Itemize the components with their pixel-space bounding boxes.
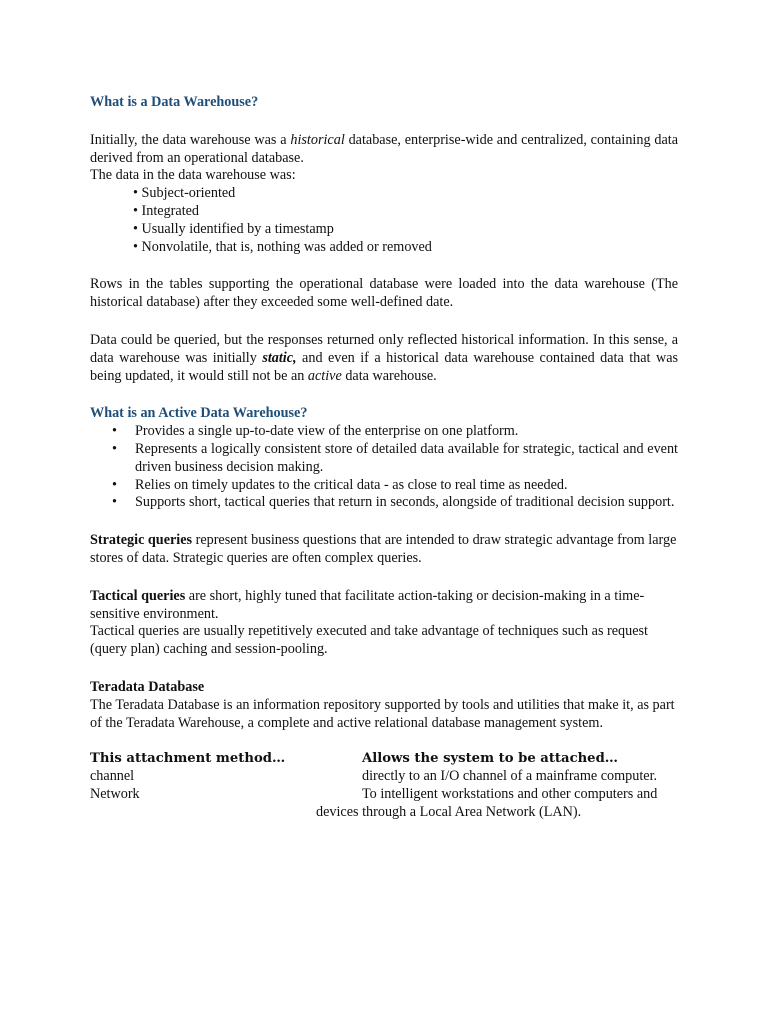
static-text-3: data warehouse. [341,367,437,384]
list-item-text: Provides a single up-to-date view of the enterprise on one platform. [135,423,519,440]
list-item: • Usually identified by a timestamp [133,221,678,239]
table-row [90,768,678,786]
heading-active-data-warehouse: What is an Active Data Warehouse? [90,405,308,422]
list-item [90,441,678,477]
table-cell-method: channel [90,768,135,785]
table-row [90,786,678,804]
intro-emphasis-historical: historical [290,131,345,148]
column-header-method: This attachment method… [90,751,286,767]
tactical-queries-text: are short, highly tuned that facilitate action-taking or decision-making in a time-sensitive environment. [90,587,645,622]
list-item [90,494,678,512]
static-paragraph [90,332,678,385]
list-item-text: Represents a logically consistent store of detailed data available for strategic, tactical and event driven business decision making. [135,440,678,475]
teradata-paragraph: The Teradata Database is an information repository supported by tools and utilities that make it, as part of the Teradata Warehouse, a complete and active relational database management system. [90,696,675,731]
table-cell-method: Network [90,785,140,802]
teradata-heading: Teradata Database [90,678,205,695]
list-item: • Subject-oriented [133,185,678,203]
tactical-queries-paragraph-2: Tactical queries are usually repetitively executed and take advantage of techniques such as request (query plan) caching and session-pooling. [90,623,648,658]
rows-paragraph: Rows in the tables supporting the operational database were loaded into the data warehouse (The historical database) after they exceeded some well-defined date. [90,276,678,311]
bullet-icon: • [112,494,117,511]
warehouse-traits-list [90,185,678,256]
static-text-2: and even if a historical data warehouse contained data that was being updated, it would still not be an [90,349,679,384]
table-cell-desc: To intelligent workstations and other computers and [362,785,658,802]
list-item: • Nonvolatile, that is, nothing was added or removed [133,239,678,257]
heading-data-warehouse: What is a Data Warehouse? [90,94,259,110]
table-cell-continuation: devices through a Local Area Network (LAN). [316,803,582,820]
intro-text-2: database, enterprise-wide and centralized, containing data derived from an operational database. [90,131,678,166]
bullet-icon: • [112,423,117,440]
intro-line-2: The data in the data warehouse was: [90,167,296,184]
strategic-queries-paragraph [90,532,678,568]
intro-paragraph [90,132,678,168]
strategic-queries-text: represent business questions that are intended to draw strategic advantage from large stores of data. Strategic queries are often complex queries. [90,532,677,566]
list-item [90,423,678,441]
list-item-text: Supports short, tactical queries that return in seconds, alongside of traditional decision support. [135,494,675,511]
tactical-queries-term: Tactical queries [90,587,186,604]
intro-text-1: Initially, the data warehouse was a [90,131,291,148]
bullet-icon: • [112,476,117,493]
table-header-row [90,750,678,768]
bullet-icon: • [112,440,117,457]
strategic-queries-term: Strategic queries [90,532,193,549]
static-text-1: Data could be queried, but the responses returned only reflected historical information. In this sense, a data warehouse was initially [90,331,678,366]
attachment-table [90,750,678,821]
table-cell-desc: directly to an I/O channel of a mainframe computer. [362,768,658,785]
static-emphasis: static, [262,349,297,366]
column-header-allows: Allows the system to be attached… [362,751,618,767]
list-item [90,477,678,495]
tactical-queries-paragraph [90,588,678,624]
active-warehouse-list [90,423,678,512]
active-emphasis: active [307,367,342,384]
list-item-text: Relies on timely updates to the critical data - as close to real time as needed. [135,476,568,493]
list-item: • Integrated [133,203,678,221]
